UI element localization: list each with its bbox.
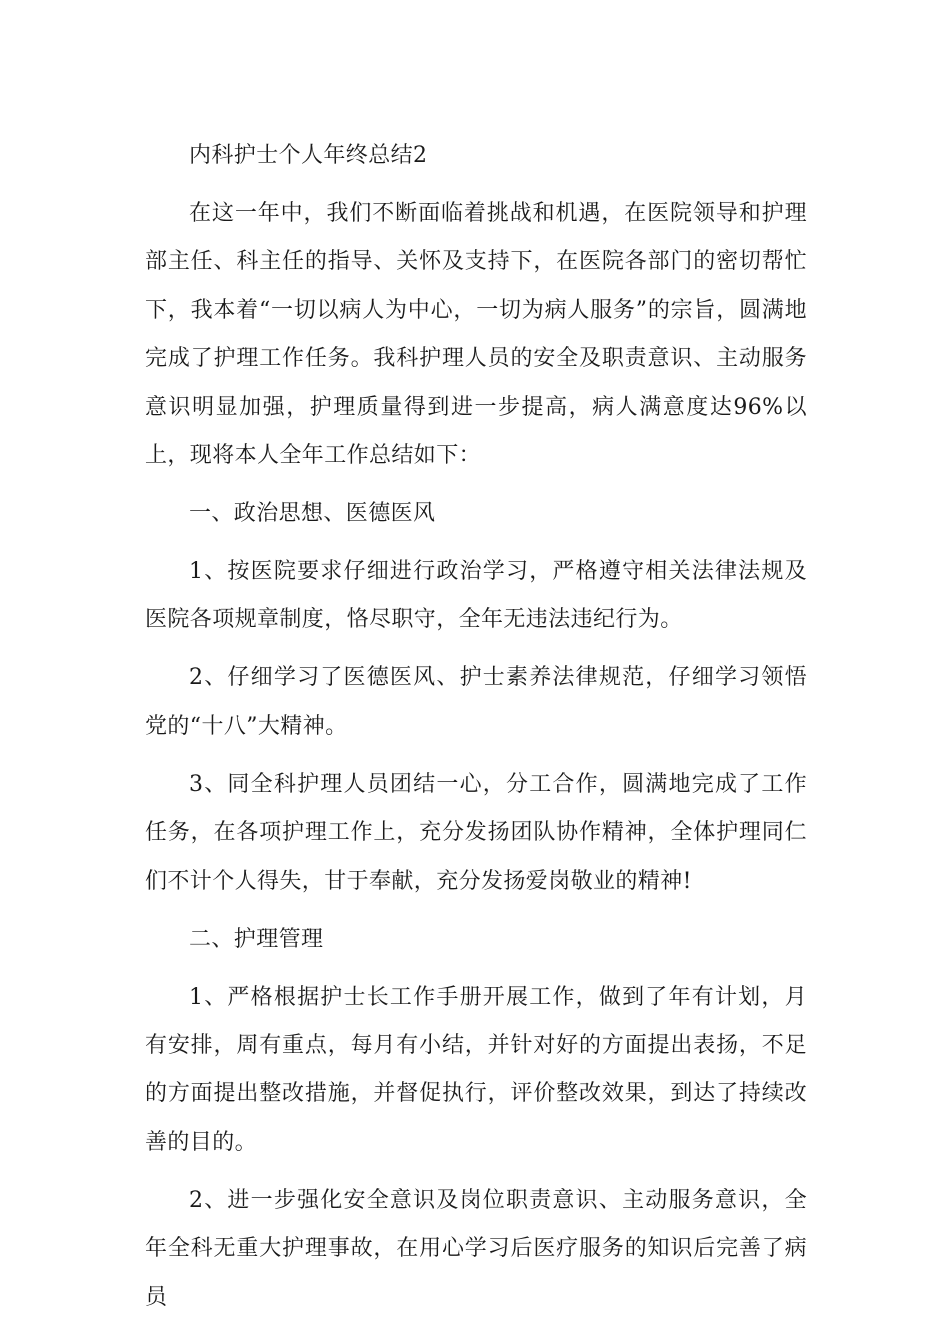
document-body bbox=[145, 132, 807, 1332]
document-title: 内科护士个人年终总结2 bbox=[189, 143, 428, 168]
section-paragraph: 1、严格根据护士长工作手册开展工作，做到了年有计划，月有安排，周有重点，每月有小结，并针对好的方面提出表扬，不足的方面提出整改措施，并督促执行，评价整改效果，到达了持续改善的目的。 bbox=[145, 984, 807, 1155]
intro-paragraph: 在这一年中，我们不断面临着挑战和机遇，在医院领导和护理部主任、科主任的指导、关怀及支持下，在医院各部门的密切帮忙下，我本着“一切以病人为中心，一切为病人服务”的宗旨，圆满地完成了护理工作任务。我科护理人员的安全及职责意识、主动服务意识明显加强，护理质量得到进一步提高，病人满意度达96%以上，现将本人全年工作总结如下： bbox=[145, 201, 807, 469]
section-paragraph: 2、进一步强化安全意识及岗位职责意识、主动服务意识，全年全科无重大护理事故，在用心学习后医疗服务的知识后完善了病员 bbox=[145, 1187, 807, 1310]
section-heading: 二、护理管理 bbox=[189, 926, 324, 952]
section-paragraph: 2、仔细学习了医德医风、护士素养法律规范，仔细学习领悟党的“十八”大精神。 bbox=[145, 665, 807, 739]
section-paragraph: 3、同全科护理人员团结一心，分工合作，圆满地完成了工作任务，在各项护理工作上，充分发扬团队协作精神，全体护理同仁们不计个人得失，甘于奉献，充分发扬爱岗敬业的精神! bbox=[145, 771, 807, 894]
section-paragraph: 1、按医院要求仔细进行政治学习，严格遵守相关法律法规及医院各项规章制度，恪尽职守，全年无违法违纪行为。 bbox=[145, 559, 807, 633]
section-heading: 一、政治思想、医德医风 bbox=[189, 501, 436, 527]
